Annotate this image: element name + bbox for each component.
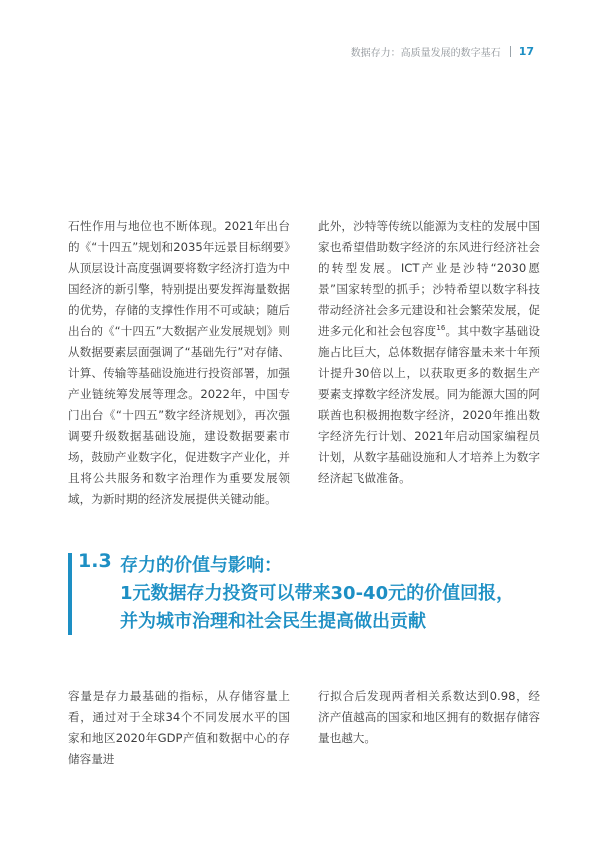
body-column-left-top xyxy=(68,216,290,510)
running-header xyxy=(351,44,534,59)
section-title-line-2: 1元数据存力投资可以带来30-40元的价值回报， xyxy=(120,583,515,604)
footnote-reference: 16 xyxy=(436,324,446,333)
section-heading xyxy=(68,550,538,636)
paragraph xyxy=(318,216,540,489)
body-column-right-bottom xyxy=(318,686,540,749)
section-title-line-3: 并为城市治理和社会民生提高做出贡献 xyxy=(120,611,426,632)
section-accent-bar xyxy=(68,553,72,635)
body-column-left-bottom xyxy=(68,686,290,770)
paragraph-text: 此外，沙特等传统以能源为支柱的发展中国家也希望借助数字经济的东风进行经济社会的转型发展。ICT产业是沙特“2030愿景”国家转型的抓手；沙特希望以数字科技带动经济社会多元建设和社会繁荣发展，促进多元化和社会包容度 xyxy=(318,219,540,338)
header-divider xyxy=(510,46,511,57)
paragraph: 容量是存力最基础的指标，从存储容量上看，通过对于全球34个不同发展水平的国家和地区2020年GDP产值和数据中心的存储容量进 xyxy=(68,689,290,766)
header-title: 数据存力：高质量发展的数字基石 xyxy=(350,48,501,59)
page-number: 17 xyxy=(518,45,534,58)
paragraph: 行拟合后发现两者相关系数达到0.98，经济产值越高的国家和地区拥有的数据存储容量也越大。 xyxy=(318,689,540,745)
body-column-right-top xyxy=(318,216,540,489)
paragraph-text-continued: 。其中数字基础设施占比巨大，总体数据存储容量未来十年预计提升30倍以上，以获取更多的数据生产要素支撑数字经济发展。同为能源大国的阿联酋也积极拥抱数字经济，2020年推出数字经济先行计划、2021年启动国家编程员计划，从数字基础设施和人才培养上为数字经济起飞做准备。 xyxy=(318,324,540,485)
section-title-line-1: 存力的价值与影响： xyxy=(120,555,282,576)
paragraph: 石性作用与地位也不断体现。2021年出台的《“十四五”规划和2035年远景目标纲要》从顶层设计高度强调要将数字经济打造为中国经济的新引擎，特别提出要发挥海量数据的优势，存储的支撑性作用不可或缺；随后出台的《“十四五”大数据产业发展规划》则从数据要素层面强调了“基础先行”对存储、计算、传输等基础设施进行投资部署，加强产业链统筹发展等理念。2022年，中国专门出台《“十四五”数字经济规划》，再次强调要升级数据基础设施，建设数据要素市场，鼓励产业数字化，促进数字产业化，并且将公共服务和数字治理作为重要发展领域，为新时期的经济发展提供关键动能。 xyxy=(68,219,290,506)
section-number: 1.3 xyxy=(78,550,112,572)
